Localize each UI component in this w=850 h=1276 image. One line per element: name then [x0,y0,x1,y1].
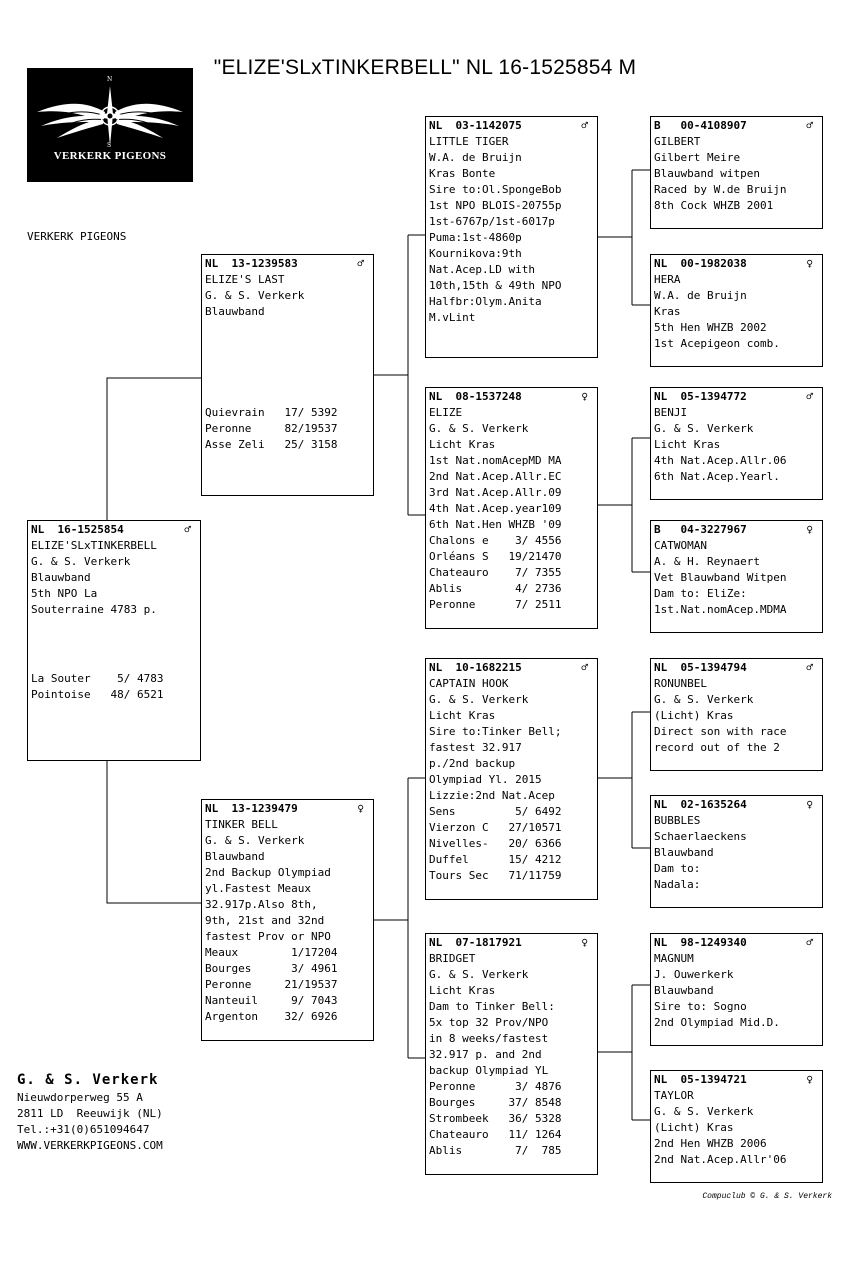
pedigree-title: "ELIZE'SLxTINKERBELL" NL 16-1525854 M [213,56,637,79]
breeder-phone: Tel.:+31(0)651094647 [17,1123,150,1136]
pigeon-info-line: 1st NPO BLOIS-20755p [429,199,562,212]
pigeon-info-line: 5th Hen WHZB 2002 [654,321,767,334]
pigeon-info-line: Sire to:Ol.SpongeBob [429,183,562,196]
pigeon-info-line: Blauwband [654,984,714,997]
ring-number-text: B 04-3227967 [654,523,747,536]
footer-copyright: Compuclub © G. & S. Verkerk [702,1192,832,1201]
male-symbol-icon: ♂ [806,119,813,132]
pigeon-name: BRIDGET [429,952,476,965]
pigeon-info-line: Licht Kras [654,438,721,451]
ring-number-text: NL 98-1249340 [654,936,747,949]
pigeon-info-line: Argenton 32/ 6926 [205,1010,338,1023]
breeder-website[interactable]: WWW.VERKERKPIGEONS.COM [17,1139,163,1152]
pigeon-info-line: Raced by W.de Bruijn [654,183,787,196]
pigeon-info-line: Direct son with race [654,725,787,738]
ring-number-text: NL 05-1394772 [654,390,747,403]
pigeon-info-line: 32.917 p. and 2nd [429,1048,542,1061]
pigeon-card-sire [201,254,374,496]
pigeon-info-line: 3rd Nat.Acep.Allr.09 [429,486,562,499]
pigeon-name: ELIZE [429,406,463,419]
ring-number [654,1072,819,1088]
ring-number [654,797,819,813]
female-symbol-icon: ♀ [806,1073,813,1086]
pigeon-card-dam [201,799,374,1041]
ring-number-text: NL 05-1394794 [654,661,747,674]
pigeon-info-line: 1st-6767p/1st-6017p [429,215,555,228]
pigeon-name: TAYLOR [654,1089,694,1102]
pigeon-info-line: Blauwband [205,305,265,318]
pigeon-info-line: 8th Cock WHZB 2001 [654,199,774,212]
pigeon-info-line: 2nd Backup Olympiad [205,866,331,879]
female-symbol-icon: ♀ [806,257,813,270]
pigeon-info-line: Chateauro 11/ 1264 [429,1128,562,1141]
race-results [205,405,337,453]
pigeon-info-line: fastest 32.917 [429,741,522,754]
kennel-label: VERKERK PIGEONS [27,230,127,243]
pigeon-info-line: p./2nd backup [429,757,516,770]
pigeon-name: CAPTAIN HOOK [429,677,509,690]
pigeon-card-dam-dam [425,933,598,1175]
pigeon-info-line: (Licht) Kras [654,709,734,722]
pigeon-info-line: Vierzon C 27/10571 [429,821,562,834]
pigeon-info-line: yl.Fastest Meaux [205,882,311,895]
pigeon-info-line: Ablis 4/ 2736 [429,582,562,595]
pigeon-info-line: Lizzie:2nd Nat.Acep [429,789,555,802]
ring-number [654,935,819,951]
pigeon-info-line: Chateauro 7/ 7355 [429,566,562,579]
pigeon-card-dss [650,658,823,771]
pigeon-info-line: Bourges 37/ 8548 [429,1096,562,1109]
pigeon-info-line: Schaerlaeckens [654,830,747,843]
pigeon-info-line: Sire to: Sogno [654,1000,747,1013]
pigeon-card-ddd [650,1070,823,1183]
pigeon-info-line: Dam to: EliZe: [654,587,747,600]
ring-number-text: NL 13-1239479 [205,802,298,815]
pigeon-info-line: Kras [654,305,681,318]
pigeon-name: ELIZE'S LAST [205,273,285,286]
pigeon-info-line: 10th,15th & 49th NPO [429,279,562,292]
pigeon-card-dds [650,933,823,1046]
pigeon-info-line: 32.917p.Also 8th, [205,898,318,911]
ring-number-text: NL 10-1682215 [429,661,522,674]
race-result: La Souter 5/ 4783 [31,672,164,685]
female-symbol-icon: ♀ [357,802,364,815]
pigeon-info-line: Nivelles- 20/ 6366 [429,837,562,850]
pigeon-info-line: A. & H. Reynaert [654,555,760,568]
pigeon-info-line: Nat.Acep.LD with [429,263,535,276]
ring-number [31,522,197,538]
pigeon-info-line: G. & S. Verkerk [654,1105,754,1118]
pigeon-card-sire-dam [425,387,598,629]
pigeon-info-line: Halfbr:Olym.Anita [429,295,542,308]
ring-number [654,389,819,405]
pigeon-info-line: 1st Nat.nomAcepMD MA [429,454,562,467]
pigeon-info-line: Peronne 3/ 4876 [429,1080,562,1093]
pigeon-info-line: Peronne 21/19537 [205,978,338,991]
female-symbol-icon: ♀ [806,798,813,811]
ring-number-text: NL 03-1142075 [429,119,522,132]
ring-number-text: NL 16-1525854 [31,523,124,536]
pigeon-info-line: 1st Acepigeon comb. [654,337,780,350]
ring-number-text: NL 08-1537248 [429,390,522,403]
female-symbol-icon: ♀ [806,523,813,536]
ring-number-text: NL 05-1394721 [654,1073,747,1086]
pigeon-info-line: Nadala: [654,878,701,891]
male-symbol-icon: ♂ [581,119,588,132]
pigeon-info-line: G. & S. Verkerk [429,693,529,706]
ring-number-text: NL 00-1982038 [654,257,747,270]
ring-number [654,522,819,538]
pigeon-info-line: Strombeek 36/ 5328 [429,1112,562,1125]
pigeon-info-line: Gilbert Meire [654,151,741,164]
ring-number [205,256,370,272]
pigeon-info-line: W.A. de Bruijn [654,289,747,302]
breeder-street: Nieuwdorperweg 55 A [17,1091,143,1104]
pigeon-info-line: G. & S. Verkerk [429,968,529,981]
pigeon-info-line: Olympiad Yl. 2015 [429,773,542,786]
pigeon-info-line: 9th, 21st and 32nd [205,914,325,927]
pigeon-info-line: Licht Kras [429,984,496,997]
pigeon-name: HERA [654,273,681,286]
pigeon-info-line: G. & S. Verkerk [205,289,305,302]
pigeon-info-line: 2nd Nat.Acep.Allr'06 [654,1153,787,1166]
pigeon-card-dam-sire [425,658,598,900]
ring-number-text: NL 07-1817921 [429,936,522,949]
pigeon-info-line: Licht Kras [429,709,496,722]
ring-number [429,935,594,951]
male-symbol-icon: ♂ [806,661,813,674]
pigeon-info-line: Kras Bonte [429,167,496,180]
pigeon-card-sss [650,116,823,229]
pigeon-info-line: 5th NPO La [31,587,98,600]
pigeon-info-line: Nanteuil 9/ 7043 [205,994,338,1007]
pigeon-info-line: 5x top 32 Prov/NPO [429,1016,549,1029]
pigeon-info-line: 6th Nat.Hen WHZB '09 [429,518,562,531]
compass-n-letter: N [107,76,113,83]
pigeon-info-line: Kournikova:9th [429,247,522,260]
pigeon-info-line: Blauwband [654,846,714,859]
pigeon-name: BUBBLES [654,814,701,827]
ring-number-text: B 00-4108907 [654,119,747,132]
pigeon-info-line: 1st.Nat.nomAcep.MDMA [654,603,787,616]
pigeon-name: BENJI [654,406,688,419]
pigeon-info-line: G. & S. Verkerk [654,422,754,435]
pigeon-info-line: 6th Nat.Acep.Yearl. [654,470,780,483]
pigeon-info-line: G. & S. Verkerk [31,555,131,568]
pigeon-info-line: Bourges 3/ 4961 [205,962,338,975]
pigeon-info-line: fastest Prov or NPO [205,930,331,943]
pigeon-info-line: Tours Sec 71/11759 [429,869,562,882]
pigeon-info-line: 2nd Nat.Acep.Allr.EC [429,470,562,483]
breeder-address [17,1070,163,1154]
pigeon-card-sdd [650,520,823,633]
ring-number [429,118,594,134]
pigeon-info-line: 4th Nat.Acep.year109 [429,502,562,515]
pigeon-card-subject [27,520,201,761]
ring-number [429,389,594,405]
pigeon-card-ssd [650,254,823,367]
compass-s-letter: S [107,142,112,149]
pigeon-info-line: M.vLint [429,311,476,324]
pigeon-info-line: backup Olympiad YL [429,1064,549,1077]
pigeon-info-line: Chalons e 3/ 4556 [429,534,562,547]
logo-text: VERKERK PIGEONS [53,150,167,162]
pigeon-name: GILBERT [654,135,701,148]
pigeon-info-line: 4th Nat.Acep.Allr.06 [654,454,787,467]
pigeon-info-line: Blauwband [31,571,91,584]
ring-number [654,660,819,676]
pigeon-info-line: G. & S. Verkerk [654,693,754,706]
race-result: Peronne 82/19537 [205,422,338,435]
ring-number-text: NL 02-1635264 [654,798,747,811]
ring-number-text: NL 13-1239583 [205,257,298,270]
pigeon-name: RONUNBEL [654,677,707,690]
pigeon-name: TINKER BELL [205,818,278,831]
male-symbol-icon: ♂ [806,390,813,403]
pigeon-name: MAGNUM [654,952,694,965]
pigeon-info-line: G. & S. Verkerk [205,834,305,847]
race-results [31,671,163,703]
race-result: Asse Zeli 25/ 3158 [205,438,338,451]
pigeon-name: LITTLE TIGER [429,135,509,148]
pigeon-info-line: J. Ouwerkerk [654,968,734,981]
pigeon-name: CATWOMAN [654,539,707,552]
pigeon-info-line: record out of the 2 [654,741,780,754]
race-result: Pointoise 48/ 6521 [31,688,164,701]
ring-number [654,256,819,272]
pigeon-info-line: Blauwband witpen [654,167,760,180]
pigeon-info-line: 2nd Olympiad Mid.D. [654,1016,780,1029]
male-symbol-icon: ♂ [357,257,364,270]
pigeon-info-line: Blauwband [205,850,265,863]
pigeon-info-line: Peronne 7/ 2511 [429,598,562,611]
pigeon-info-line: Duffel 15/ 4212 [429,853,562,866]
pigeon-info-line: Orléans S 19/21470 [429,550,562,563]
pigeon-info-line: W.A. de Bruijn [429,151,522,164]
pigeon-info-line: Sens 5/ 6492 [429,805,562,818]
male-symbol-icon: ♂ [806,936,813,949]
pigeon-info-line: Ablis 7/ 785 [429,1144,562,1157]
pigeon-info-line: (Licht) Kras [654,1121,734,1134]
pigeon-card-sire-sire [425,116,598,358]
pigeon-info-line: Dam to: [654,862,701,875]
pigeon-info-line: Souterraine 4783 p. [31,603,157,616]
pigeon-info-line: Sire to:Tinker Bell; [429,725,562,738]
male-symbol-icon: ♂ [581,661,588,674]
pigeon-info-line: G. & S. Verkerk [429,422,529,435]
ring-number [654,118,819,134]
pigeon-card-sds [650,387,823,500]
ring-number [205,801,370,817]
male-symbol-icon: ♂ [184,523,191,536]
pigeon-info-line: Puma:1st-4860p [429,231,522,244]
female-symbol-icon: ♀ [581,390,588,403]
ring-number [429,660,594,676]
breeder-city: 2811 LD Reeuwijk (NL) [17,1107,163,1120]
breeder-name: G. & S. Verkerk [17,1072,159,1088]
pigeon-info-line: Dam to Tinker Bell: [429,1000,555,1013]
pigeon-card-dsd [650,795,823,908]
pigeon-name: ELIZE'SLxTINKERBELL [31,539,157,552]
pigeon-info-line: Meaux 1/17204 [205,946,338,959]
female-symbol-icon: ♀ [581,936,588,949]
pigeon-info-line: 2nd Hen WHZB 2006 [654,1137,767,1150]
pigeon-info-line: Vet Blauwband Witpen [654,571,787,584]
race-result: Quievrain 17/ 5392 [205,406,338,419]
pigeon-info-line: Licht Kras [429,438,496,451]
pigeon-info-line: in 8 weeks/fastest [429,1032,549,1045]
